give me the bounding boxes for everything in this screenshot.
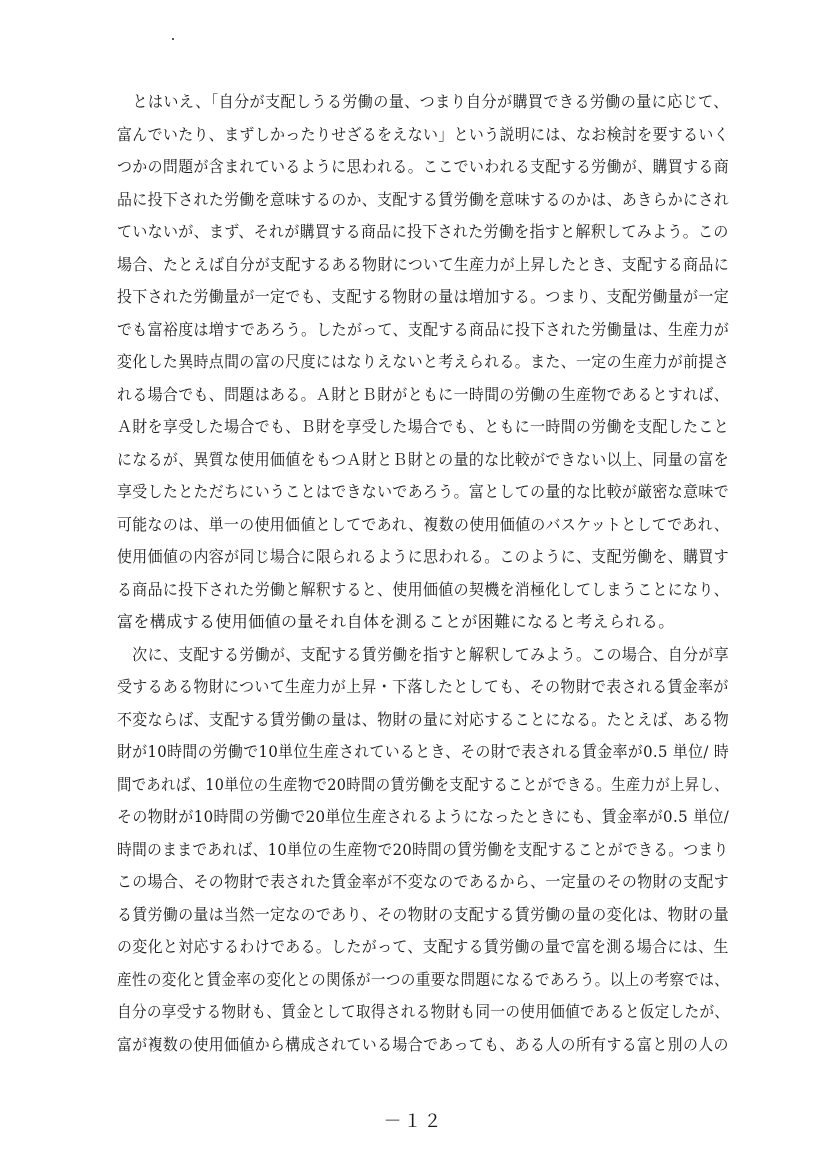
text-line: 産性の変化と賃金率の変化との関係が一つの重要な問題になるであろう。以上の考察では、 [117,969,730,989]
text-line: 可能なのは、単一の使用価値としてであれ、複数の使用価値のバスケットとしてであれ、 [117,514,730,534]
text-line: 間であれば、10単位の生産物で20時間の賃労働を支配することができる。生産力が上昇し、 [117,774,729,794]
text-line: とはいえ、「自分が支配しうる労働の量、つまり自分が購買できる労働の量に応じて、 [117,92,729,111]
paragraph-2 [117,639,729,1062]
scan-speck [172,38,174,40]
body-text [117,86,729,1061]
text-line: つかの問題が含まれているように思われる。ここでいわれる支配する労働が、購買する商 [117,157,730,176]
text-line: 富んでいたり、まずしかったりせざるをえない」という説明には、なお検討を要するいく [117,124,730,144]
text-line: 財が10時間の労働で10単位生産されているとき、その財で表される賃金率が0.5 単位/ 時 [117,742,730,761]
text-line: 不変ならば、支配する賃労働の量は、物財の量に対応することになる。たとえば、ある物 [117,709,730,729]
paragraph-1 [117,86,729,639]
text-line: 次に、支配する労働が、支配する賃労働を指すと解釈してみよう。この場合、自分が享 [117,644,730,664]
text-line: 富を構成する使用価値の量それ自体を測ることが困難になると考えられる。 [117,612,675,631]
text-line: れる場合でも、問題はある。Ａ財とＢ財がともに一時間の労働の生産物であるとすれば、 [117,384,730,404]
text-line: る賃労働の量は当然一定なのであり、その物財の支配する賃労働の量の変化は、物財の量 [117,904,730,924]
page-number: －１２ [383,1111,444,1132]
text-line: ていないが、まず、それが購買する商品に投下された労働を指すと解釈してみよう。この [117,222,729,241]
text-line: の変化と対応するわけである。したがって、支配する賃労働の量で富を測る場合には、生 [117,937,729,956]
text-line: 変化した異時点間の富の尺度にはなりえないと考えられる。また、一定の生産力が前提さ [117,352,730,371]
text-line: この場合、その物財で表された賃金率が不変なのであるから、一定量のその物財の支配す [117,872,730,891]
text-line: 投下された労働量が一定でも、支配する物財の量は増加する。つまり、支配労働量が一定 [117,287,730,306]
text-line: 受するある物財について生産力が上昇・下落したとしても、その物財で表される賃金率が [117,677,729,696]
text-line: でも富裕度は増すであろう。したがって、支配する商品に投下された労働量は、生産力が [117,319,730,339]
text-line: 富が複数の使用価値から構成されている場合であっても、ある人の所有する富と別の人の [117,1034,729,1054]
text-line: 場合、たとえば自分が支配するある物財について生産力が上昇したとき、支配する商品に [117,254,730,274]
text-line: 享受したとただちにいうことはできないであろう。富としての量的な比較が厳密な意味で [117,482,730,501]
text-line: Ａ財を享受した場合でも、Ｂ財を享受した場合でも、ともに一時間の労働を支配したこと [117,417,730,436]
text-line: 自分の享受する物財も、賃金として取得される物財も同一の使用価値であると仮定したが、 [117,1002,730,1021]
text-line: る商品に投下された労働と解釈すると、使用価値の契機を消極化してしまうことになり、 [117,579,730,599]
text-line: 時間のままであれば、10単位の生産物で20時間の賃労働を支配することができる。つまり [117,839,729,859]
text-line: 品に投下された労働を意味するのか、支配する賃労働を意味するのかは、あきらかにされ [117,189,730,209]
text-line: になるが、異質な使用価値をもつＡ財とＢ財との量的な比較ができない以上、同量の富を [117,449,730,469]
text-line: その物財が10時間の労働で20単位生産されるようになったときにも、賃金率が0.5 単位/ [117,807,730,826]
text-line: 使用価値の内容が同じ場合に限られるように思われる。このように、支配労働を、購買す [117,547,730,566]
